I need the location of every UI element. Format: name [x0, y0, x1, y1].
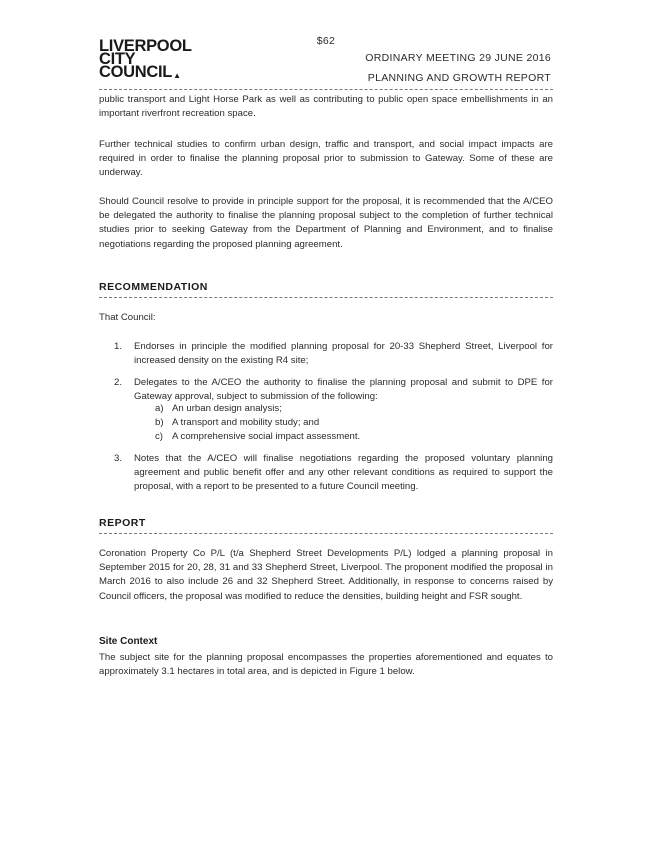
report-paragraph: Coronation Property Co P/L (t/a Shepherd Street Developments P/L) lodged a planning proposal in September 2015 for 20, 28, 31 and 33 Shepherd Street, Liverpool. The proponent modified the proposal in March 2016 to also include 26 and 32 Shepherd Street. Additionally, in response to concerns raised by Council officers, the proposal was modified to reduce the densities, building height and FSR sought.: [99, 548, 553, 602]
resolve-paragraph: Should Council resolve to provide in principle support for the proposal, it is recommended that the A/CEO be delegated the authority to finalise the planning proposal subject to the completion of further technical studies prior to seeking Gateway from the Department of Planning and Environment, and to finalise negotiations regarding the proposed planning agreement.: [99, 196, 553, 250]
report-heading: REPORT: [99, 517, 146, 529]
recommendation-item: [99, 340, 553, 368]
item-number: 2.: [114, 377, 123, 388]
item-number: 1.: [114, 341, 123, 352]
meeting-title: ORDINARY MEETING 29 JUNE 2016: [365, 52, 551, 64]
logo-line-3: COUNCIL: [99, 63, 173, 81]
report-type: PLANNING AND GROWTH REPORT: [367, 72, 551, 84]
page-number: $62: [316, 35, 336, 47]
continuation-paragraph: public transport and Light Horse Park as well as contributing to public open space embellishments in an important riverfront recreation space.: [99, 94, 553, 120]
recommendation-lead: That Council:: [99, 312, 156, 323]
logo-mark-icon: ▲: [173, 71, 181, 80]
logo-line-2: CITY: [99, 50, 136, 68]
council-logo: [99, 37, 192, 82]
item-text: Endorses in principle the modified planning proposal for 20-33 Shepherd Street, Liverpool for increased density on the existing R4 site;: [134, 341, 553, 367]
recommendation-divider: [99, 297, 553, 298]
logo-line-1: LIVERPOOL: [99, 37, 192, 55]
sub-item: b) A transport and mobility study; and: [155, 417, 320, 429]
recommendation-item: [99, 452, 553, 495]
item-number: 3.: [114, 453, 123, 464]
recommendation-heading: RECOMMENDATION: [99, 281, 208, 293]
site-context-heading: Site Context: [99, 636, 158, 647]
site-context-paragraph: The subject site for the planning proposal encompasses the properties aforementioned and equates to approximately 3.1 hectares in total area, and is depicted in Figure 1 below.: [99, 652, 553, 678]
sub-item: c) A comprehensive social impact assessment.: [155, 431, 361, 443]
header-divider: [99, 89, 553, 90]
sub-list: [99, 402, 553, 445]
recommendation-item: [99, 376, 553, 404]
sub-item: a) An urban design analysis;: [155, 403, 282, 414]
technical-studies-paragraph: Further technical studies to confirm urban design, traffic and transport, and social impact impacts are required in order to finalise the planning proposal prior to submission to Gateway. Some of these are underway.: [99, 139, 553, 179]
report-divider: [99, 533, 553, 534]
item-text: Delegates to the A/CEO the authority to finalise the planning proposal and submit to DPE for Gateway approval, subject to submission of the following:: [134, 377, 553, 403]
item-text: Notes that the A/CEO will finalise negotiations regarding the proposed voluntary planning agreement and public benefit offer and any other relevant conditions as required to support the proposal, with a report to be presented to a future Council meeting.: [134, 453, 553, 493]
